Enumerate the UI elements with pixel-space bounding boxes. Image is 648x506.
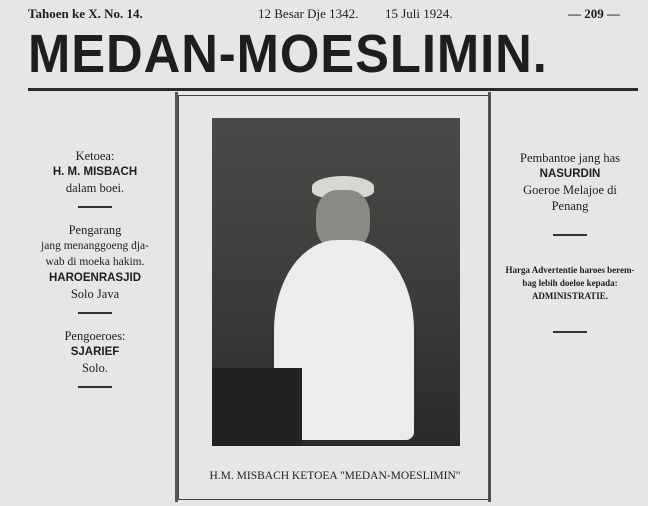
left-column (20, 148, 170, 402)
ad-notice: Harga Advertentie haroes berem- (505, 265, 635, 275)
masthead-rule (28, 88, 638, 91)
ad-notice: ADMINISTRATIE. (531, 291, 609, 301)
chair-note: dalam boei. (65, 181, 125, 195)
right-column (495, 150, 645, 333)
contributor-place: Penang (551, 199, 589, 213)
contributor-label: Pembantoe jang has (520, 151, 620, 165)
chair-label: Ketoea: (75, 149, 115, 163)
divider (553, 331, 587, 333)
divider (78, 312, 112, 314)
manager-label: Pengoeroes: (64, 329, 126, 343)
manager-place: Solo. (81, 361, 109, 375)
hijri-date: 12 Besar Dje 1342. (258, 6, 359, 21)
divider (78, 386, 112, 388)
editor-desc: wab di moeka hakim. (45, 256, 145, 268)
divider (553, 234, 587, 236)
issue-number: Tahoen ke X. No. 14. (28, 6, 143, 21)
publication-date: 15 Juli 1924. (385, 6, 453, 21)
editor-place: Solo Java (70, 287, 120, 301)
contributor-name: NASURDIN (539, 168, 601, 180)
editor-desc: jang menanggoeng dja- (41, 240, 149, 252)
photo-caption: H.M. MISBACH KETOEA "MEDAN-MOESLIMIN" (209, 470, 461, 482)
page-number: — 209 — (568, 6, 620, 21)
ad-notice: bag lebih doeloe kepada: (522, 278, 618, 288)
editor-name: HAROENRASJID (48, 272, 141, 284)
editor-label: Pengarang (68, 223, 122, 237)
chair-name: H. M. MISBACH (52, 166, 138, 178)
chair (212, 368, 302, 446)
portrait-photo (212, 118, 460, 446)
manager-name: SJARIEF (70, 346, 120, 358)
divider (78, 206, 112, 208)
contributor-desc: Goeroe Melajoe di (523, 183, 617, 197)
newspaper-title: MEDAN-MOESLIMIN. (28, 24, 548, 84)
